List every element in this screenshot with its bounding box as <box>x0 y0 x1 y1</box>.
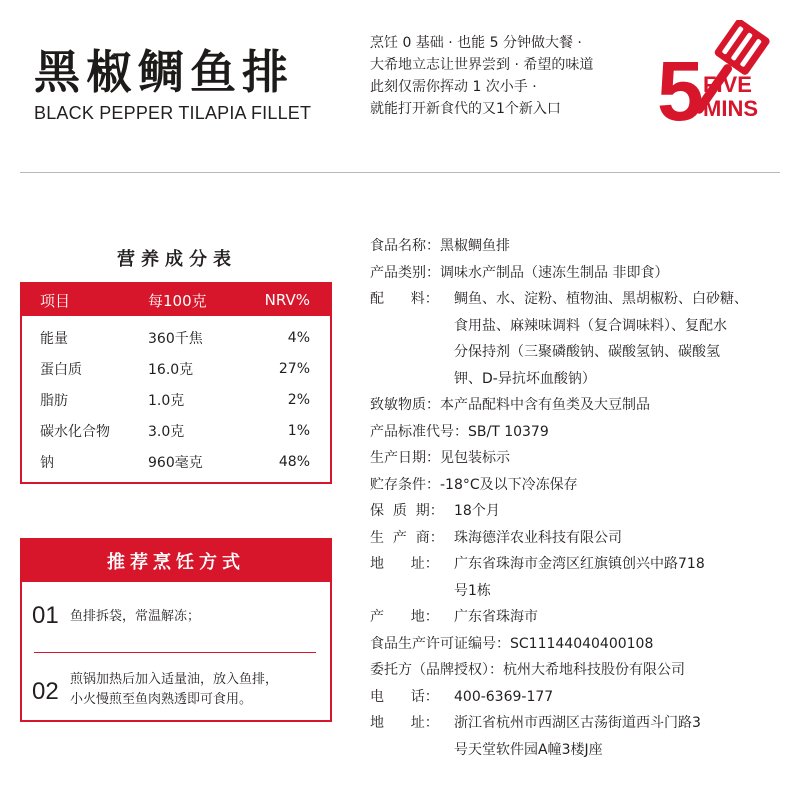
info-value: 400-6369-177 <box>454 688 554 705</box>
step-divider <box>34 652 316 653</box>
cooking-step <box>22 670 278 710</box>
nutrient-name: 蛋白质 <box>40 361 82 378</box>
nutrition-title: 营养成分表 <box>117 249 237 270</box>
info-row-maker-address <box>370 551 790 604</box>
nutrient-name: 碳水化合物 <box>40 423 110 440</box>
intro-text <box>370 32 650 120</box>
info-value: SC11144040400108 <box>510 635 654 652</box>
nutrient-name: 钠 <box>40 454 54 471</box>
nutrient-nrv: 1% <box>287 422 310 439</box>
header-item: 项目 <box>40 291 71 310</box>
nutrient-name: 能量 <box>40 330 68 347</box>
nutrition-table <box>20 282 332 484</box>
info-label: 食品名称： <box>370 238 440 254</box>
info-row-storage <box>370 472 790 499</box>
intro-line: 大希地立志让世界尝到 · 希望的味道 <box>370 57 594 73</box>
nutrient-nrv: 27% <box>278 360 310 377</box>
logo-line2: MINS <box>703 96 758 121</box>
info-row-name <box>370 233 790 260</box>
info-value: 调味水产制品（速冻生制品 非即食） <box>440 264 669 281</box>
table-row <box>22 415 330 446</box>
cooking-panel <box>20 538 332 722</box>
info-value: 号天堂软件园A幢3楼J座 <box>454 741 603 758</box>
nutrient-nrv: 2% <box>287 391 310 408</box>
header-nrv: NRV% <box>264 291 310 309</box>
nutrient-amount: 960毫克 <box>148 454 203 471</box>
product-title-en: BLACK PEPPER TILAPIA FILLET <box>34 103 312 123</box>
info-value: 分保持剂（三聚磷酸钠、碳酸氢钠、碳酸氢 <box>454 344 720 360</box>
cooking-title: 推荐烹饪方式 <box>22 540 330 582</box>
info-value: 广东省珠海市金湾区红旗镇创兴中路718 <box>454 556 705 572</box>
info-value: 广东省珠海市 <box>454 609 538 625</box>
logo-number: 5 <box>657 44 704 130</box>
product-title-cn: 黑椒鲷鱼排 <box>34 45 294 99</box>
info-row-date <box>370 445 790 472</box>
table-row <box>22 353 330 384</box>
step-text: 鱼排拆袋，常温解冻； <box>70 609 201 624</box>
info-label: 产品类别： <box>370 264 440 281</box>
intro-line: 烹饪 0 基础 · 也能 5 分钟做大餐 · <box>370 35 582 51</box>
logo-line1: FIVE <box>703 72 752 97</box>
info-row-phone <box>370 684 790 711</box>
info-value: 钾、D-异抗坏血酸钠） <box>454 370 596 387</box>
nutrient-amount: 3.0克 <box>148 423 185 440</box>
info-label: 产 地： <box>370 609 439 625</box>
intro-line: 此刻仅需你挥动 1 次小手 · <box>370 79 537 95</box>
info-row-allergen <box>370 392 790 419</box>
five-mins-logo <box>655 20 785 130</box>
info-row-category <box>370 260 790 287</box>
info-value: 见包装标示 <box>440 450 510 466</box>
step-text: 小火慢煎至鱼肉熟透即可食用。 <box>70 692 253 707</box>
info-row-client-address <box>370 710 790 763</box>
info-label: 保 质 期： <box>370 503 444 519</box>
info-row-maker <box>370 525 790 552</box>
nutrient-amount: 360千焦 <box>148 330 203 347</box>
info-label: 配 料： <box>370 291 439 307</box>
nutrient-amount: 16.0克 <box>148 361 194 378</box>
info-label: 贮存条件： <box>370 476 440 493</box>
nutrient-amount: 1.0克 <box>148 392 185 409</box>
info-value: 杭州大希地科技股份有限公司 <box>503 662 685 678</box>
info-value: -18°C及以下冷冻保存 <box>440 476 578 493</box>
info-label: 地 址： <box>370 715 439 731</box>
info-label: 委托方（品牌授权）： <box>370 662 503 678</box>
info-row-origin <box>370 604 790 631</box>
info-label: 生产日期： <box>370 450 440 466</box>
info-value: 食用盐、麻辣味调料（复合调味料）、复配水 <box>454 317 727 334</box>
info-value: 黑椒鲷鱼排 <box>440 238 510 254</box>
info-row-shelf-life <box>370 498 790 525</box>
header-divider <box>20 172 780 173</box>
step-number: 01 <box>32 602 59 629</box>
info-label: 致敏物质： <box>370 397 440 413</box>
info-row-client <box>370 657 790 684</box>
info-row-standard <box>370 419 790 446</box>
info-row-license <box>370 631 790 658</box>
nutrient-name: 脂肪 <box>40 392 68 409</box>
product-info <box>370 233 790 763</box>
nutrition-header-row <box>22 284 330 316</box>
step-number: 02 <box>32 678 59 705</box>
info-value: 号1栋 <box>454 582 491 599</box>
info-label: 产品标准代号： <box>370 423 468 440</box>
info-label: 电 话： <box>370 688 439 705</box>
info-row-ingredients <box>370 286 790 392</box>
nutrient-nrv: 4% <box>287 329 310 346</box>
info-value: 本产品配料中含有鱼类及大豆制品 <box>440 397 650 413</box>
info-value: SB/T 10379 <box>468 423 549 440</box>
info-label: 食品生产许可证编号： <box>370 635 510 652</box>
info-value: 珠海德洋农业科技有限公司 <box>454 529 622 546</box>
intro-line: 就能打开新食代的又1个新入口 <box>370 101 561 117</box>
step-text: 煎锅加热后加入适量油，放入鱼排， <box>70 672 279 687</box>
nutrient-nrv: 48% <box>278 453 310 470</box>
info-label: 地 址： <box>370 556 439 572</box>
table-row <box>22 384 330 415</box>
cooking-step <box>22 602 200 630</box>
info-value: 浙江省杭州市西湖区古荡街道西斗门路3 <box>454 715 701 731</box>
table-row <box>22 322 330 353</box>
table-row <box>22 446 330 477</box>
header-per100g: 每100克 <box>148 291 207 310</box>
info-label: 生 产 商： <box>370 529 444 546</box>
info-value: 18个月 <box>454 503 500 519</box>
info-value: 鲷鱼、水、淀粉、植物油、黑胡椒粉、白砂糖、 <box>454 291 748 307</box>
